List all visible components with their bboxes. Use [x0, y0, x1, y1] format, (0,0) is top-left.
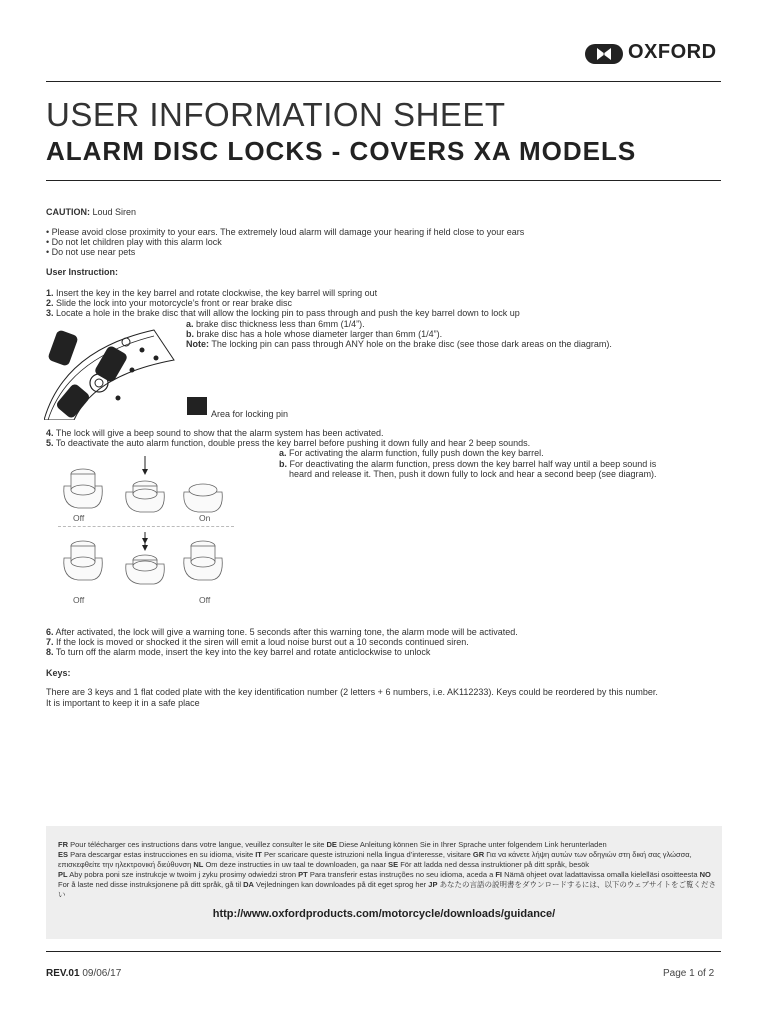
step-2: 2. Slide the lock into your motorcycle’s front or rear brake disc	[46, 298, 292, 308]
caution-text: Loud Siren	[92, 207, 137, 217]
diagram-label-off: Off	[73, 513, 85, 523]
revision: REV.01 09/06/17	[46, 968, 122, 979]
title-rule	[46, 180, 721, 181]
diagram-label-off: Off	[73, 595, 85, 605]
brake-disc-diagram	[44, 320, 184, 420]
brand-name: OXFORD	[628, 41, 717, 63]
step-3-note: Note: The locking pin can pass through ANY hole on the brake disc (see those dark areas on the diagram).	[186, 339, 612, 349]
locking-pin-legend-swatch	[187, 397, 207, 415]
step-6: 6. After activated, the lock will give a warning tone. 5 seconds after this warning tone, the alarm mode will be activated.	[46, 627, 518, 637]
step-1: 1. Insert the key in the key barrel and rotate clockwise, the key barrel will spring out	[46, 288, 378, 298]
step-5b: b. For deactivating the alarm function, press down the key barrel half way until a beep sound is	[279, 459, 657, 469]
caution-bullet: • Please avoid close proximity to your ears. The extremely loud alarm will damage your hearing if held close to your ears	[46, 227, 525, 237]
locking-pin-legend-label: Area for locking pin	[211, 409, 289, 419]
page-title: USER INFORMATION SHEET	[46, 96, 506, 133]
alarm-on-diagram	[58, 456, 238, 526]
download-link[interactable]: http://www.oxfordproducts.com/motorcycle/downloads/guidance/	[212, 908, 556, 920]
step-7: 7. If the lock is moved or shocked it the siren will emit a loud noise burst out a 10 seconds continued siren.	[46, 637, 469, 647]
caution-bullet: • Do not use near pets	[46, 247, 136, 257]
alarm-off-diagram	[58, 532, 238, 592]
step-3: 3. Locate a hole in the brake disc that will allow the locking pin to pass through and push the key barrel down to lock up	[46, 308, 520, 318]
step-5a: a. For activating the alarm function, fully push down the key barrel.	[279, 448, 544, 458]
header-rule	[46, 81, 721, 82]
step-3b: b. brake disc has a hole whose diameter larger than 6mm (1/4”).	[186, 329, 443, 339]
step-4: 4. The lock will give a beep sound to show that the alarm system has been activated.	[46, 428, 384, 438]
step-5: 5. To deactivate the auto alarm function, double press the key barrel before pushing it down fully and hear 2 beep sounds.	[46, 438, 531, 448]
diagram-divider	[58, 526, 234, 527]
footer-rule	[46, 951, 721, 952]
keys-text: There are 3 keys and 1 flat coded plate with the key identification number (2 letters + 6 numbers, i.e. AK112233). Keys could be reordered by this number.	[46, 687, 658, 697]
diagram-label-off: Off	[199, 595, 211, 605]
step-8: 8. To turn off the alarm mode, insert the key into the key barrel and rotate anticlockwise to unlock	[46, 647, 431, 657]
instruction-heading: User Instruction:	[46, 267, 119, 277]
language-list: FR Pour télécharger ces instructions dans votre langue, veuillez consulter le site DE Diese Anleitung können Sie in Ihrer Sprache unter folgendem Link herunterladen ES Para descargar estas instrucciones en su idioma, visite IT Per scaricare queste istruzioni nella lingua d’interesse, visitare GR Για να κάνετε λήψη αυτών των οδηγιών στη δική σας γλώσσα, επισκεφθείτε την ηλεκτρονική διεύθυνση NL Om deze instructies in uw taal te downloaden, ga naar SE För att ladda ned dessa instruktioner på ditt språk, besök PL Aby pobra poni sze instrukcje w twoim j zyku prosimy odwiedzi stron PT Para transferir estas instruções no seu idioma, aceda a FI Nämä ohjeet ovat ladattavissa omalla kielelläsi osoitteesta NO For å laste ned disse instruksjonene på ditt språk, gå til DA Vejledningen kan downloades på dit eget sprog her JP あなたの言語の説明書をダウンロードするには、以下のウェブサイトをご覧ください	[58, 840, 717, 899]
caution-bullet: • Do not let children play with this alarm lock	[46, 237, 222, 247]
caution-line	[46, 207, 136, 218]
caution-label: CAUTION:	[46, 207, 90, 217]
step-5b-cont: heard and release it. Then, push it down fully to lock and hear a second beep (see diagram).	[289, 469, 657, 479]
step-3a: a. brake disc thickness less than 6mm (1/4”).	[186, 319, 365, 329]
diagram-label-on: On	[199, 513, 211, 523]
page-subtitle: ALARM DISC LOCKS - COVERS XA MODELS	[46, 136, 637, 166]
keys-text: It is important to keep it in a safe place	[46, 698, 200, 708]
keys-heading: Keys:	[46, 668, 71, 678]
page-number: Page 1 of 2	[663, 968, 715, 979]
